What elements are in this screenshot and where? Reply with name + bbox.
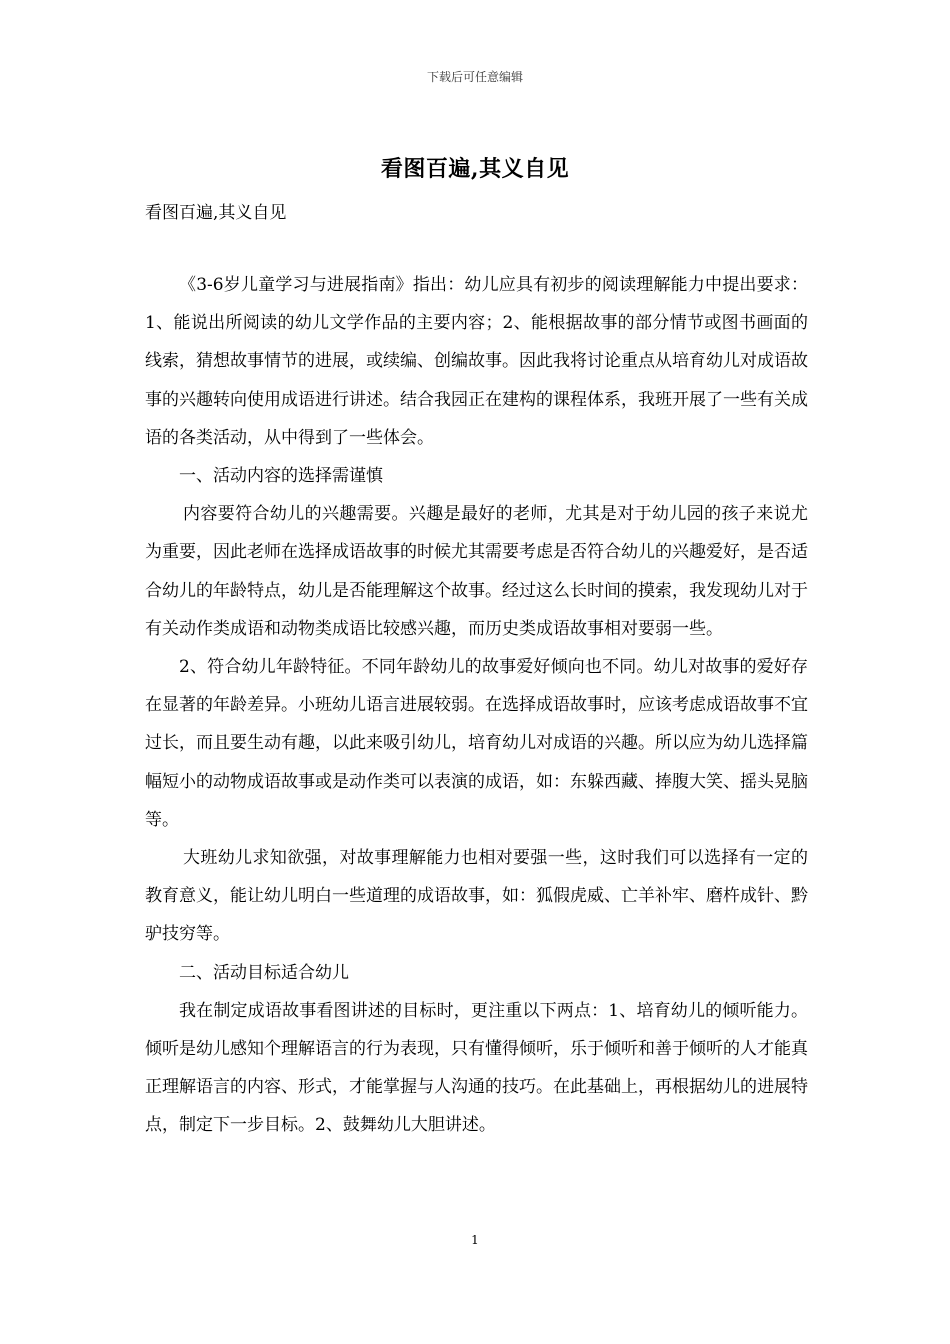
paragraph-senior-class: 大班幼儿求知欲强，对故事理解能力也相对要强一些，这时我们可以选择有一定的教育意义，能让幼儿明白一些道理的成语故事，如：狐假虎威、亡羊补牢、磨杵成针、黔驴技穷等。 bbox=[145, 848, 808, 945]
header-note: 下载后可任意编辑 bbox=[426, 70, 523, 84]
document-title: 看图百遍,其义自见 bbox=[380, 156, 570, 182]
paragraph-intro: 《3-6岁儿童学习与进展指南》指出：幼儿应具有初步的阅读理解能力中提出要求：1、能说出所阅读的幼儿文学作品的主要内容；2、能根据故事的部分情节或图书画面的线索，猜想故事情节的进展，或续编、创编故事。因此我将讨论重点从培育幼儿对成语故事的兴趣转向使用成语进行讲述。结合我园正在建构的课程体系，我班开展了一些有关成语的各类活动，从中得到了一些体会。 bbox=[145, 275, 808, 448]
section-heading-2: 二、活动目标适合幼儿 bbox=[179, 962, 349, 983]
section-heading-1: 一、活动内容的选择需谨慎 bbox=[179, 466, 383, 487]
paragraph-age-features: 2、符合幼儿年龄特征。不同年龄幼儿的故事爱好倾向也不同。幼儿对故事的爱好存在显著的年龄差异。小班幼儿语言进展较弱。在选择成语故事时，应该考虑成语故事不宜过长，而且要生动有趣，以此来吸引幼儿，培育幼儿对成语的兴趣。所以应为幼儿选择篇幅短小的动物成语故事或是动作类可以表演的成语，如：东躲西藏、捧腹大笑、摇头晃脑等。 bbox=[145, 657, 808, 830]
document-body bbox=[145, 266, 808, 1145]
paragraph-content-interest: 内容要符合幼儿的兴趣需要。兴趣是最好的老师，尤其是对于幼儿园的孩子来说尤为重要，因此老师在选择成语故事的时候尤其需要考虑是否符合幼儿的兴趣爱好，是否适合幼儿的年龄特点，幼儿是否能理解这个故事。经过这么长时间的摸索，我发现幼儿对于有关动作类成语和动物类成语比较感兴趣，而历史类成语故事相对要弱一些。 bbox=[145, 504, 808, 639]
document-subtitle: 看图百遍,其义自见 bbox=[145, 203, 287, 223]
paragraph-goals: 我在制定成语故事看图讲述的目标时，更注重以下两点：1、培育幼儿的倾听能力。倾听是幼儿感知个理解语言的行为表现，只有懂得倾听，乐于倾听和善于倾听的人才能真正理解语言的内容、形式，才能掌握与人沟通的技巧。在此基础上，再根据幼儿的进展特点，制定下一步目标。2、鼓舞幼儿大胆讲述。 bbox=[145, 1000, 808, 1136]
page-number: 1 bbox=[471, 1233, 479, 1247]
